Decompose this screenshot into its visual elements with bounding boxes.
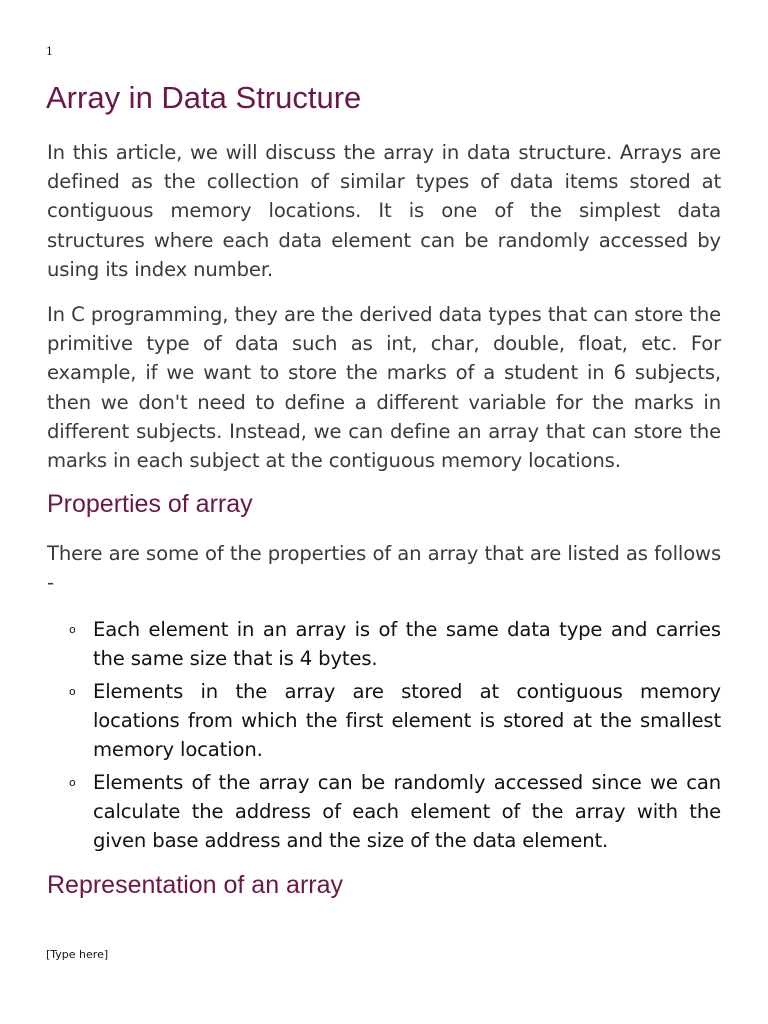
representation-heading: Representation of an array (47, 871, 344, 899)
bullet-circle-icon: o (69, 623, 76, 636)
list-item (47, 768, 721, 856)
properties-list (47, 615, 721, 859)
bullet-circle-icon: o (69, 776, 76, 790)
footer-placeholder[interactable]: [Type here] (46, 948, 109, 961)
list-item-text: Elements of the array can be randomly accessed since we can calculate the address of each element of the array with the given base address and the size of the data element. (93, 771, 721, 853)
intro-paragraph-2: In C programming, they are the derived data types that can store the primitive type of data such as int, char, double, float, etc. For example, if we want to store the marks of a student in 6 subjects, then we don't need to define a different variable for the marks in different subjects. Instead, we can define an array that can store the marks in each subject at the contiguous memory locations. (47, 303, 721, 473)
page-number: 1 (46, 45, 53, 58)
page-title: Array in Data Structure (46, 80, 362, 115)
bullet-circle-icon: o (69, 684, 76, 698)
list-item-text: Elements in the array are stored at contiguous memory locations from which the first element is stored at the smallest memory location. (93, 679, 721, 762)
intro-paragraph-1: In this article, we will discuss the array in data structure. Arrays are defined as the collection of similar types of data items stored at contiguous memory locations. It is one of the simplest data structures where each data element can be randomly accessed by using its index number. (47, 141, 721, 281)
list-item-text: Each element in an array is of the same data type and carries the same size that is 4 bytes. (93, 618, 721, 671)
list-item (47, 677, 721, 765)
properties-heading: Properties of array (47, 490, 253, 518)
properties-intro: There are some of the properties of an array that are listed as follows - (47, 542, 721, 595)
list-item (47, 615, 721, 673)
